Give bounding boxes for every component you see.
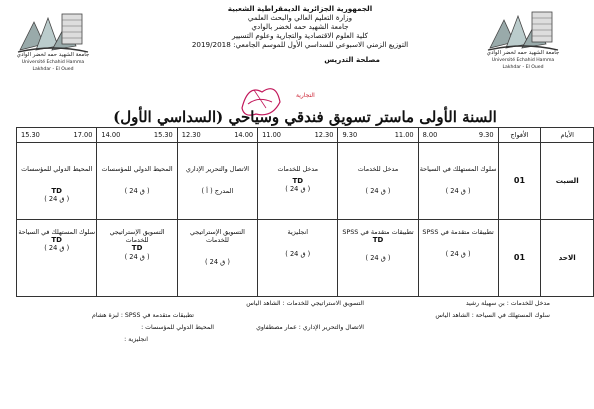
timetable xyxy=(16,127,594,297)
subject: سلوك المستهلك في السياحة xyxy=(18,228,96,236)
slot-start: 8.00 xyxy=(422,130,438,139)
session-cell xyxy=(17,143,97,220)
ministry-line: وزارة التعليم العالي والبحث العلمي xyxy=(247,13,353,22)
session-cell xyxy=(17,220,97,297)
subject: مدخل للخدمات xyxy=(357,165,399,173)
seal-sublabel: التجارية xyxy=(296,92,315,99)
left-logo-caption-ar: جامعة الشهيد حمه لخضر الوادي xyxy=(16,52,90,58)
slot-end: 14.00 xyxy=(234,130,254,139)
day-cell: الاحد xyxy=(541,220,594,297)
slot-header xyxy=(258,128,338,143)
room: ( ق 24 ) xyxy=(445,250,471,259)
subject: تطبيقات متقدمة في SPSS xyxy=(342,228,414,236)
session-cell xyxy=(418,143,498,220)
session-type: TD xyxy=(372,236,384,245)
session-type: TD xyxy=(131,244,143,253)
slot-header xyxy=(338,128,418,143)
group-cell: 01 xyxy=(498,220,541,297)
day-cell: السبت xyxy=(541,143,594,220)
distribution-line: التوزيع الزمني الاسبوعي للسداسي الأول للموسم الجامعي: 2019/2018 xyxy=(191,40,409,49)
col-groups-header: الأفواج xyxy=(498,128,541,143)
session-cell xyxy=(97,143,177,220)
document-header xyxy=(150,4,450,64)
slot-end: 9.30 xyxy=(478,130,494,139)
subject: المحيط الدولي للمؤسسات xyxy=(21,165,93,173)
subject: سلوك المستهلك في السياحة xyxy=(419,165,497,173)
right-logo-caption-fr: Université Echahid Hamma Lakhdar - El Oued xyxy=(491,58,555,70)
room: ( ق 24 ) xyxy=(124,252,150,261)
slot-start: 15.30 xyxy=(21,130,40,139)
subject: الاتصال والتحرير الإداري xyxy=(185,165,250,173)
session-cell xyxy=(258,143,338,220)
subject: المحيط الدولي للمؤسسات xyxy=(101,165,173,173)
room: ( ق 24 ) xyxy=(445,187,471,196)
slot-end: 12.30 xyxy=(314,130,334,139)
slot-end: 17.00 xyxy=(73,130,93,139)
slot-header xyxy=(17,128,97,143)
left-logo-caption-fr: Université Echahid Hamma Lakhdar - El Oued xyxy=(21,60,85,72)
group-cell: 01 xyxy=(498,143,541,220)
session-cell xyxy=(177,220,257,297)
session-cell xyxy=(418,220,498,297)
teacher-entry: الاتصال والتحرير الإداري : عمار مصطفاوي xyxy=(256,324,364,331)
session-cell xyxy=(97,220,177,297)
slot-header xyxy=(97,128,177,143)
subject: تطبيقات متقدمة في SPSS xyxy=(422,228,494,236)
room: ( ق 24 ) xyxy=(365,187,391,196)
slot-header xyxy=(177,128,257,143)
subject: مدخل للخدمات xyxy=(277,165,319,173)
schedule-title: السنة الأولى ماستر تسويق فندقي وسياحي (السداسي الأول) xyxy=(113,108,497,126)
teacher-entry: المحيط الدولي للمؤسسات : xyxy=(141,324,214,331)
room: ( ق 24 ) xyxy=(285,185,311,194)
faculty-line: كلية العلوم الاقتصادية والتجارية وعلوم التسيير xyxy=(232,31,368,40)
subject: التسويق الإستراتيجي للخدمات xyxy=(189,228,245,245)
slot-start: 14.00 xyxy=(101,130,121,139)
session-cell xyxy=(338,143,418,220)
table-row-sunday xyxy=(17,220,594,297)
slot-header xyxy=(418,128,498,143)
session-type: TD xyxy=(292,177,304,186)
session-cell xyxy=(258,220,338,297)
teacher-entry: التسويق الاستراتيجي للخدمات : الشاهد الياس xyxy=(246,300,364,307)
slot-end: 15.30 xyxy=(153,130,173,139)
teacher-entry: انجليزية : xyxy=(124,336,148,343)
session-type: TD xyxy=(51,236,62,245)
republic-line: الجمهورية الجزائرية الديمقراطية الشعبية xyxy=(227,4,373,13)
session-type: TD xyxy=(51,187,62,196)
subject: التسويق الإستراتيجي للخدمات xyxy=(109,228,165,245)
table-row-saturday xyxy=(17,143,594,220)
col-days-header: الأيام xyxy=(541,128,594,143)
room: ( ق 24 ) xyxy=(44,244,70,253)
university-line: جامعة الشهيد حمه لخضر بالوادي xyxy=(251,22,349,31)
teacher-entry: تطبيقات متقدمة في SPSS : لبزة هشام xyxy=(91,312,194,319)
slot-end: 11.00 xyxy=(394,130,414,139)
room: ( ق 24 ) xyxy=(204,258,230,267)
room: المدرج ( أ ) xyxy=(201,187,234,196)
room: ( ق 24 ) xyxy=(285,250,311,259)
session-cell xyxy=(338,220,418,297)
room: ( ق 24 ) xyxy=(365,254,391,263)
slot-start: 9.30 xyxy=(342,130,358,139)
university-logo-right xyxy=(484,4,562,70)
session-cell xyxy=(177,143,257,220)
teaching-service-line: مصلحة التدريس xyxy=(324,55,380,64)
room: ( ق 24 ) xyxy=(44,195,70,204)
slot-start: 12.30 xyxy=(181,130,201,139)
right-logo-caption-ar: جامعة الشهيد حمه لخضر الوادي xyxy=(486,50,560,56)
teacher-entry: مدخل للخدمات : بن سهيلة رشيد xyxy=(465,300,550,307)
teacher-entry: سلوك المستهلك في السياحة : الشاهد الياس xyxy=(435,312,550,319)
slot-start: 11.00 xyxy=(262,130,281,139)
university-logo-left xyxy=(14,6,92,72)
subject: انجليزية xyxy=(287,228,309,236)
room: ( ق 24 ) xyxy=(124,187,150,196)
table-header-row xyxy=(17,128,594,143)
